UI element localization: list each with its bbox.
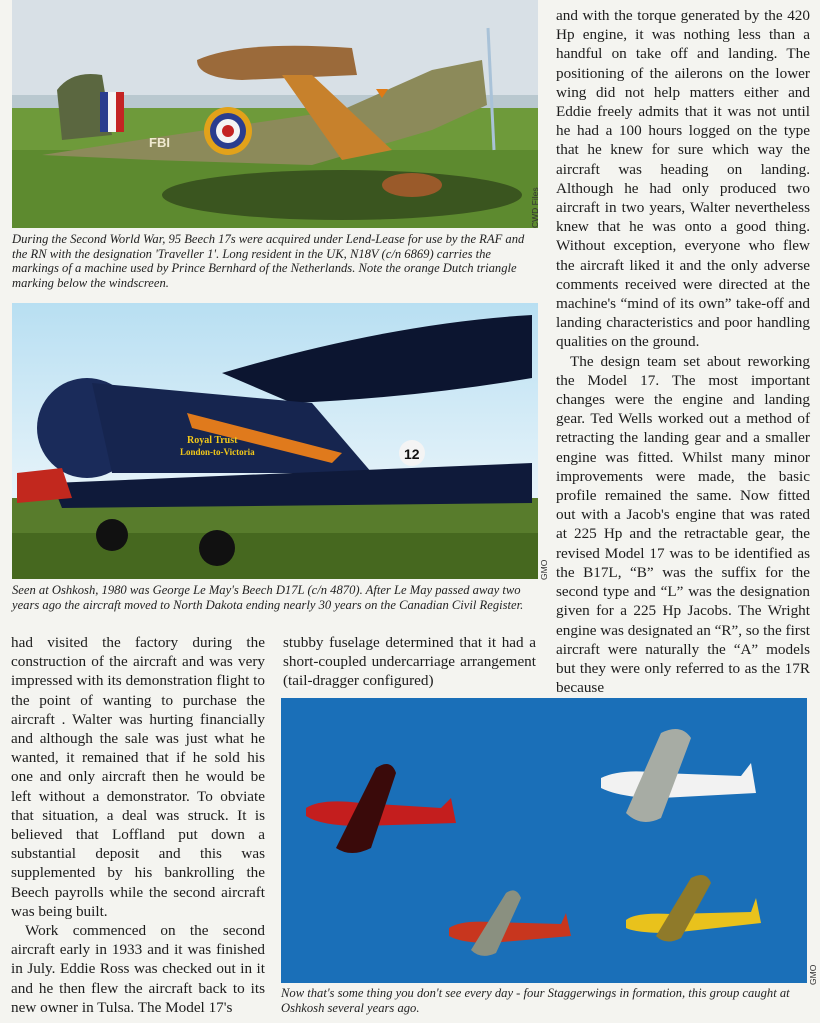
caption-d17l: Seen at Oshkosh, 1980 was George Le May's Beech D17L (c/n 4870). After Le May passed away two years ago the aircraft moved to North Dakota ending nearly 30 years on the Canadian Civil Register. <box>12 583 524 612</box>
caption-rn-beech: During the Second World War, 95 Beech 17s were acquired under Lend-Lease for use by the RAF and the RN with the designation 'Traveller 1'. Long resident in the UK, N18V (c/n 6869) carries the markings of a machine used by Prince Bernhard of the Netherlands. Note the orange Dutch triangle marking below the windscreen. <box>12 232 525 290</box>
paragraph: Work commenced on the second aircraft early in 1933 and it was finished in July. Eddie Ross was checked out in it and he then flew the aircraft back to its new owner in Tulsa. The Model 17's <box>11 922 265 1016</box>
rn-beech-illustration <box>12 0 538 228</box>
article-column-left <box>11 633 265 1017</box>
photo-formation <box>281 698 807 983</box>
nose-text-2: London-to-Victoria <box>180 447 255 457</box>
photo-d17l <box>12 303 538 579</box>
article-column-right <box>556 6 810 697</box>
paragraph: stubby fuselage determined that it had a short-coupled undercarriage arrangement (tail-dragger configured) <box>283 634 536 690</box>
photo-credit-d17l: GMO <box>539 559 549 580</box>
formation-illustration <box>281 698 807 983</box>
photo-credit-rn-beech: CWD Files <box>530 187 540 228</box>
caption-formation: Now that's some thing you don't see every day - four Staggerwings in formation, this group caught at Oshkosh several years ago. <box>281 986 790 1015</box>
fuselage-code: FBI <box>149 135 170 150</box>
race-number: 12 <box>404 446 420 462</box>
d17l-illustration <box>12 303 538 579</box>
nose-text-1: Royal Trust <box>187 435 238 446</box>
article-column-middle <box>283 633 536 691</box>
paragraph: had visited the factory during the construction of the aircraft and was very impressed with its demonstration flight to the point of wanting to purchase the aircraft . Walter was hurting financially and although the sale was just what he wanted, it remained that if he sold his one and only aircraft then he would be left without a demonstrator. To obviate that situation, a deal was struck. It is believed that Loffland put down a substantial deposit and this was supplemented by his bankrolling the Beech payrolls while the second aircraft was being built. <box>11 634 265 920</box>
paragraph: The design team set about reworking the Model 17. The most important changes were the engine and landing gear. Ted Wells worked out a method of retracting the landing gear and a smaller engine was fitted. Whilst many minor improvements were made, the basic profile remained the same. Now fitted out with a Jacob's engine that was rated at 225 Hp and the retractable gear, the revised Model 17 was to be identified as the B17L, “B” was the suffix for the second type and “L” was the designation given for a 225 Hp Jacobs. The Wright engine was designated an “R”, so the first aircraft were naturally the “A” models but they were only referred to as the 17R because <box>556 352 810 697</box>
photo-credit-formation: GMO <box>808 964 818 985</box>
paragraph: and with the torque generated by the 420 Hp engine, it was nothing less than a handful on take off and landing. The positioning of the ailerons on the lower wing did not help matters either and Eddie freely admits that it was not until he had a 100 hours logged on the type that he knew for sure which way the aircraft was heading on landing. Although he had only produced two aircraft in two years, Walter nevertheless knew that he was onto a good thing. Without exception, everyone who flew the aircraft liked it and the only adverse comments received were directed at the machine's “mind of its own” take-off and landing characteristics and poor handling qualities on the ground. <box>556 7 810 351</box>
photo-rn-beech <box>12 0 538 228</box>
